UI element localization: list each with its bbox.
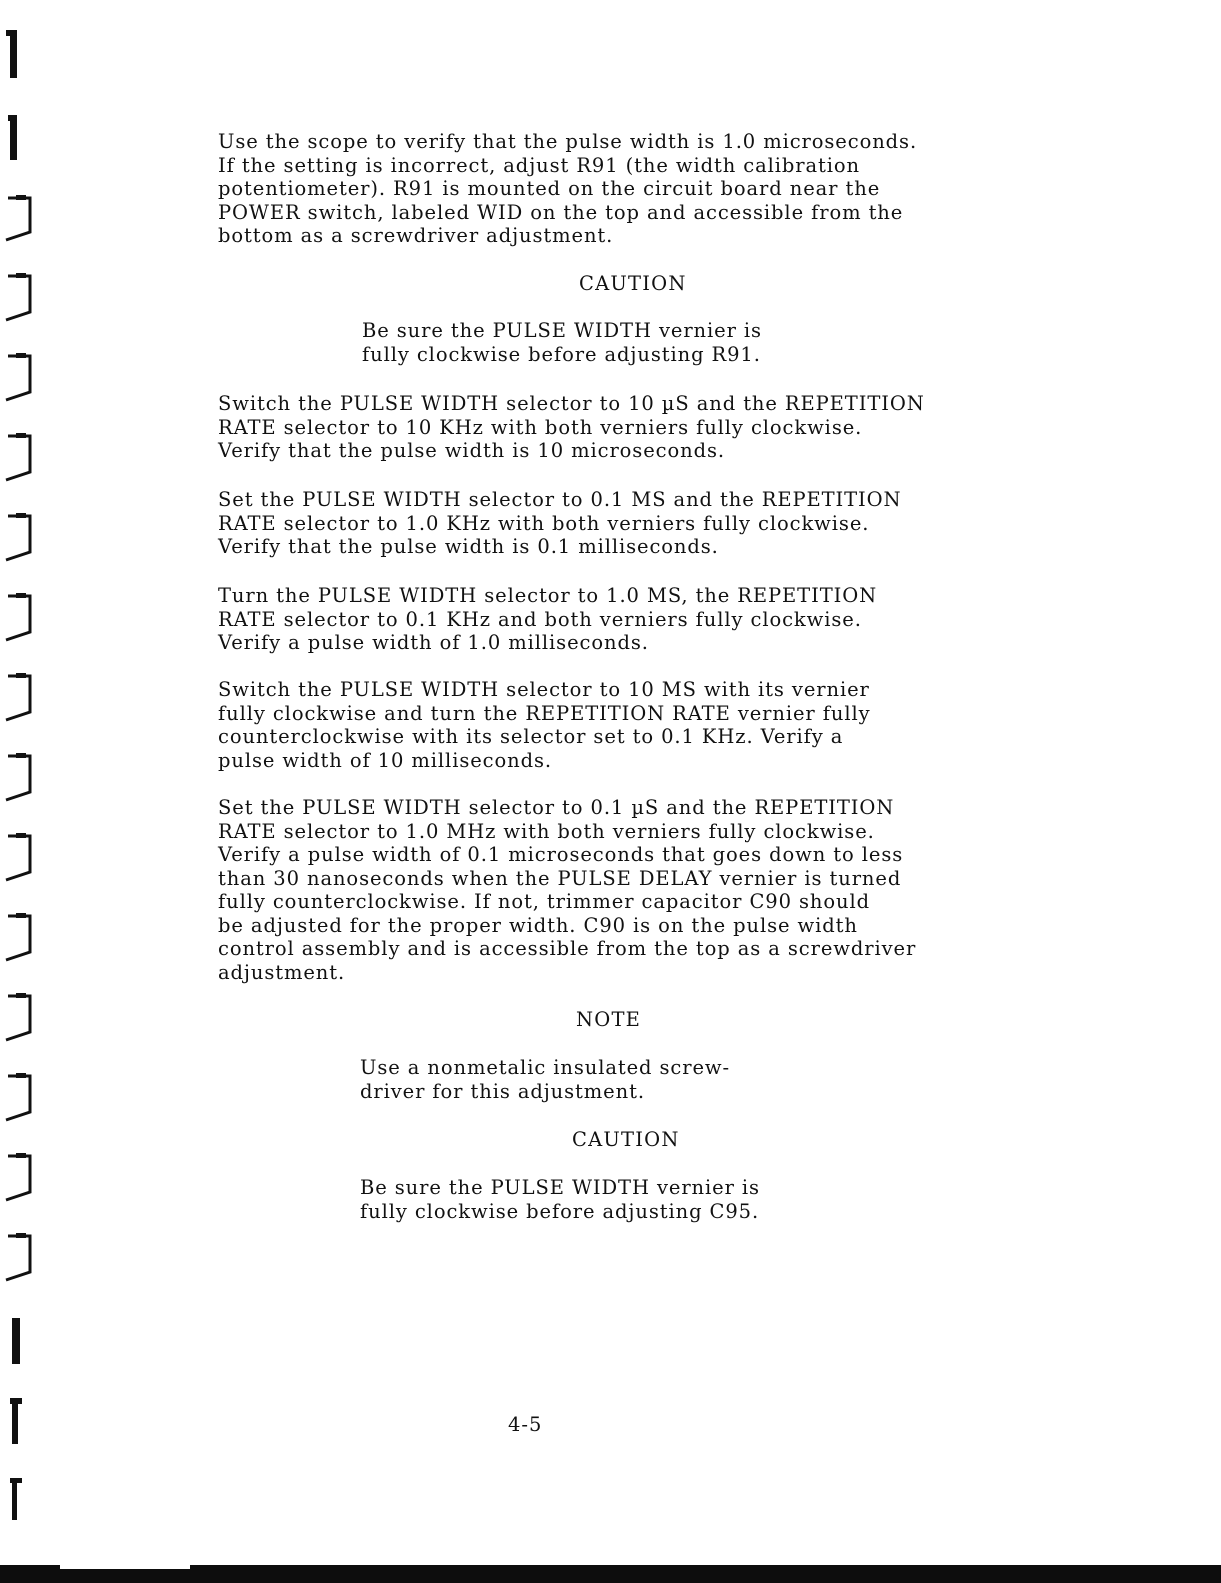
paragraph-verify-0-1us: Set the PULSE WIDTH selector to 0.1 µS and the REPETITION RATE selector to 1.0 MHz with both verniers fully clockwise. Verify a pulse width of 0.1 microseconds that goes down to less than 30 nanoseconds when the PULSE DELAY vernier is turned fully counterclockwise. If not, trimmer capacitor C90 should be adjusted for the proper width. C90 is on the pulse width control assembly and is accessible from the top as a screwdriver adjustment. bbox=[218, 796, 917, 984]
paragraph-verify-1us: Use the scope to verify that the pulse width is 1.0 microseconds. If the setting is incorrect, adjust R91 (the width calibration potentiometer). R91 is mounted on the circuit board near the POWER switch, labeled WID on the top and accessible from the bottom as a screwdriver adjustment. bbox=[218, 130, 918, 247]
note-heading: NOTE bbox=[576, 1008, 642, 1031]
paragraph-verify-0-1ms: Set the PULSE WIDTH selector to 0.1 MS and the REPETITION RATE selector to 1.0 KHz with both verniers fully clockwise. Verify that the pulse width is 0.1 milliseconds. bbox=[218, 488, 902, 558]
caution-text-2: Be sure the PULSE WIDTH vernier is fully clockwise before adjusting C95. bbox=[360, 1176, 760, 1223]
scan-bottom-edge-highlight bbox=[60, 1565, 190, 1569]
caution-heading-2: CAUTION bbox=[572, 1128, 680, 1151]
paragraph-verify-10us: Switch the PULSE WIDTH selector to 10 µS and the REPETITION RATE selector to 10 KHz with both verniers fully clockwise. Verify that the pulse width is 10 microseconds. bbox=[218, 392, 925, 462]
note-text: Use a nonmetalic insulated screw- driver for this adjustment. bbox=[360, 1056, 730, 1103]
caution-heading-1: CAUTION bbox=[579, 272, 687, 295]
caution-text-1: Be sure the PULSE WIDTH vernier is fully clockwise before adjusting R91. bbox=[362, 319, 762, 366]
paragraph-verify-10ms: Switch the PULSE WIDTH selector to 10 MS with its vernier fully clockwise and turn the REPETITION RATE vernier fully counterclockwise with its selector set to 0.1 KHz. Verify a pulse width of 10 milliseconds. bbox=[218, 678, 871, 772]
paragraph-verify-1ms: Turn the PULSE WIDTH selector to 1.0 MS, the REPETITION RATE selector to 0.1 KHz and both verniers fully clockwise. Verify a pulse width of 1.0 milliseconds. bbox=[218, 584, 878, 654]
page-number: 4-5 bbox=[508, 1413, 543, 1436]
